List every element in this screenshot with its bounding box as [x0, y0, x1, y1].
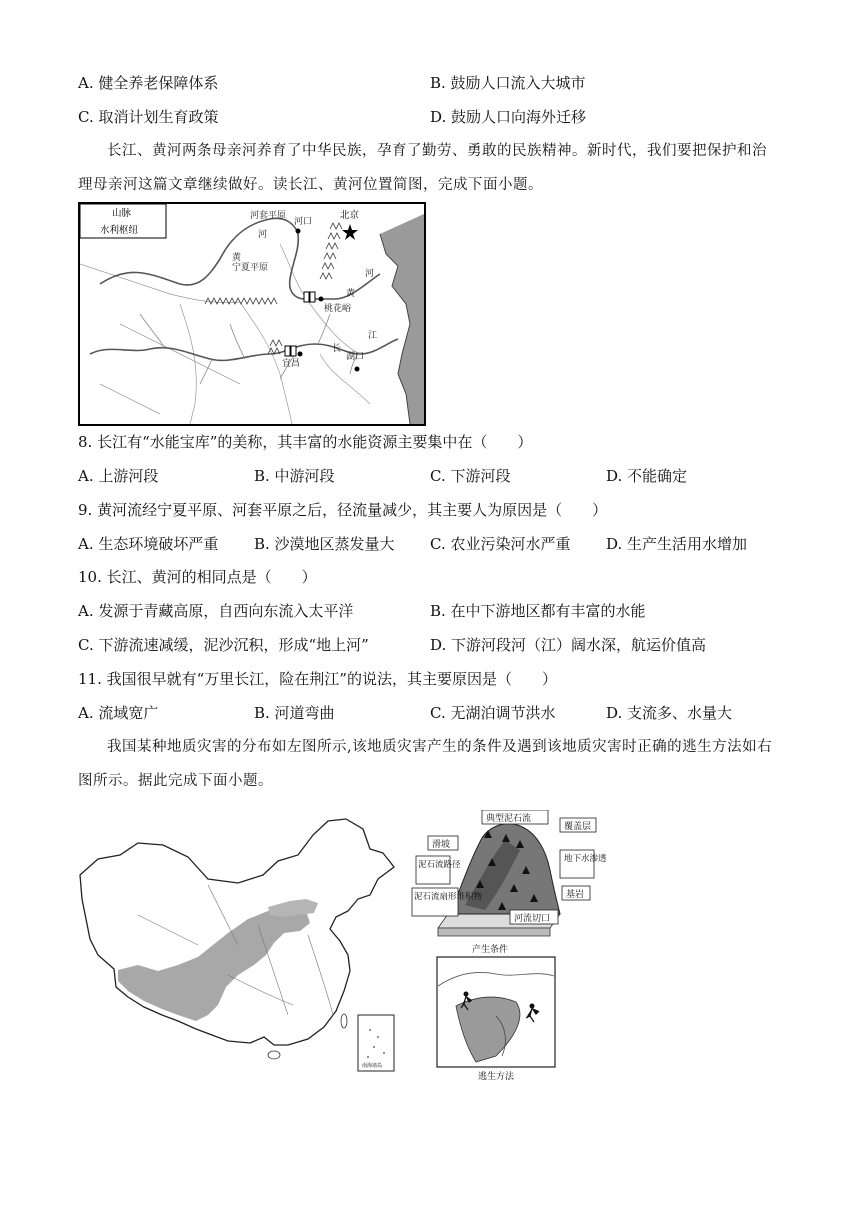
escape-caption: 逃生方法 — [478, 1072, 515, 1082]
q10-option-a: A. 发源于青藏高原，自西向东流入太平洋 — [78, 602, 354, 620]
label-huang-2: 黄 — [346, 289, 356, 299]
label-hetao: 河套平原 — [250, 211, 287, 221]
q8-option-d: D. 不能确定 — [606, 467, 688, 485]
q8-option-c: C. 下游河段 — [430, 467, 511, 485]
south-sea-inset-label: 南海诸岛 — [362, 1063, 383, 1069]
china-map-svg — [78, 815, 400, 1075]
rivers-map-svg — [80, 204, 424, 424]
label-hekou: 河口 — [294, 217, 313, 227]
legend-mountain-label: 山脉 — [112, 208, 132, 219]
beijing-star-icon — [342, 224, 358, 240]
intro-paragraph-rivers: 长江、黄河两条母亲河养育了中华民族，孕育了勤劳、勇敢的民族精神。新时代，我们要把保护和治理母亲河这篇文章继续做好。读长江、黄河位置简图，完成下面小题。 — [78, 143, 767, 193]
q10-stem: 10. 长江、黄河的相同点是（ ） — [78, 568, 317, 586]
q9-option-c: C. 农业污染河水严重 — [430, 535, 571, 553]
q10-option-c: C. 下游流速减缓，泥沙沉积，形成“地上河” — [78, 636, 369, 654]
q9-option-d: D. 生产生活用水增加 — [606, 535, 748, 553]
label-yichang: 宜昌 — [282, 359, 301, 369]
label-taohuayu: 桃花峪 — [324, 304, 352, 314]
legend-dam-label: 水利枢纽 — [100, 225, 139, 236]
china-disaster-map — [78, 815, 400, 1075]
q10-option-d: D. 下游河段河（江）阔水深，航运价值高 — [430, 636, 707, 654]
label-groundwater: 地下水渗透 — [564, 854, 607, 864]
label-fan-deposit: 泥石流扇形堆积物 — [414, 892, 483, 902]
conditions-caption: 产生条件 — [472, 945, 509, 955]
debris-flow-conditions-diagram — [410, 810, 610, 958]
label-he-1: 河 — [258, 230, 268, 240]
label-huang-1: 黄 — [232, 253, 242, 263]
label-landslide: 滑坡 — [432, 840, 451, 850]
q8-option-a: A. 上游河段 — [78, 467, 159, 485]
escape-method-diagram — [436, 956, 556, 1084]
label-beijing: 北京 — [340, 210, 360, 221]
q9-stem: 9. 黄河流经宁夏平原、河套平原之后，径流量减少，其主要人为原因是（ ） — [78, 501, 608, 519]
label-flow-path: 泥石流路径 — [418, 860, 461, 870]
intro-paragraph-disaster: 我国某种地质灾害的分布如左图所示,该地质灾害产生的条件及遇到该地质灾害时正确的逃生方法如右图所示。据此完成下面小题。 — [78, 739, 773, 789]
q9-option-b: B. 沙漠地区蒸发量大 — [254, 535, 395, 553]
q7-option-c: C. 取消计划生育政策 — [78, 108, 219, 126]
q7-option-a: A. 健全养老保障体系 — [78, 74, 219, 92]
label-jiang: 江 — [368, 331, 378, 341]
q11-option-d: D. 支流多、水量大 — [606, 704, 733, 722]
q11-option-a: A. 流域宽广 — [78, 704, 159, 722]
q9-option-a: A. 生态环境破坏严重 — [78, 535, 219, 553]
q11-option-b: B. 河道弯曲 — [254, 704, 335, 722]
dam-markers — [89, 224, 315, 356]
label-bedrock: 基岩 — [566, 890, 585, 900]
q11-option-c: C. 无湖泊调节洪水 — [430, 704, 556, 722]
q7-option-d: D. 鼓励人口向海外迁移 — [430, 108, 587, 126]
q7-option-b: B. 鼓励人口流入大城市 — [430, 74, 586, 92]
label-ningxia: 宁夏平原 — [232, 263, 269, 273]
q10-option-b: B. 在中下游地区都有丰富的水能 — [430, 602, 646, 620]
label-cover-layer: 覆盖层 — [564, 822, 592, 832]
q8-option-b: B. 中游河段 — [254, 467, 335, 485]
escape-svg — [436, 956, 556, 1084]
label-hukou: 湖口 — [346, 352, 365, 362]
rivers-map — [78, 202, 426, 426]
label-chang: 长 — [332, 344, 342, 354]
q11-stem: 11. 我国很早就有“万里长江，险在荆江”的说法，其主要原因是（ ） — [78, 670, 557, 688]
label-he-2: 河 — [365, 269, 375, 279]
label-typical-debris-flow: 典型泥石流 — [486, 814, 532, 824]
label-river-cut: 河流切口 — [514, 914, 551, 924]
conditions-svg — [410, 810, 610, 958]
q8-stem: 8. 长江有“水能宝库”的美称，其丰富的水能资源主要集中在（ ） — [78, 433, 533, 451]
